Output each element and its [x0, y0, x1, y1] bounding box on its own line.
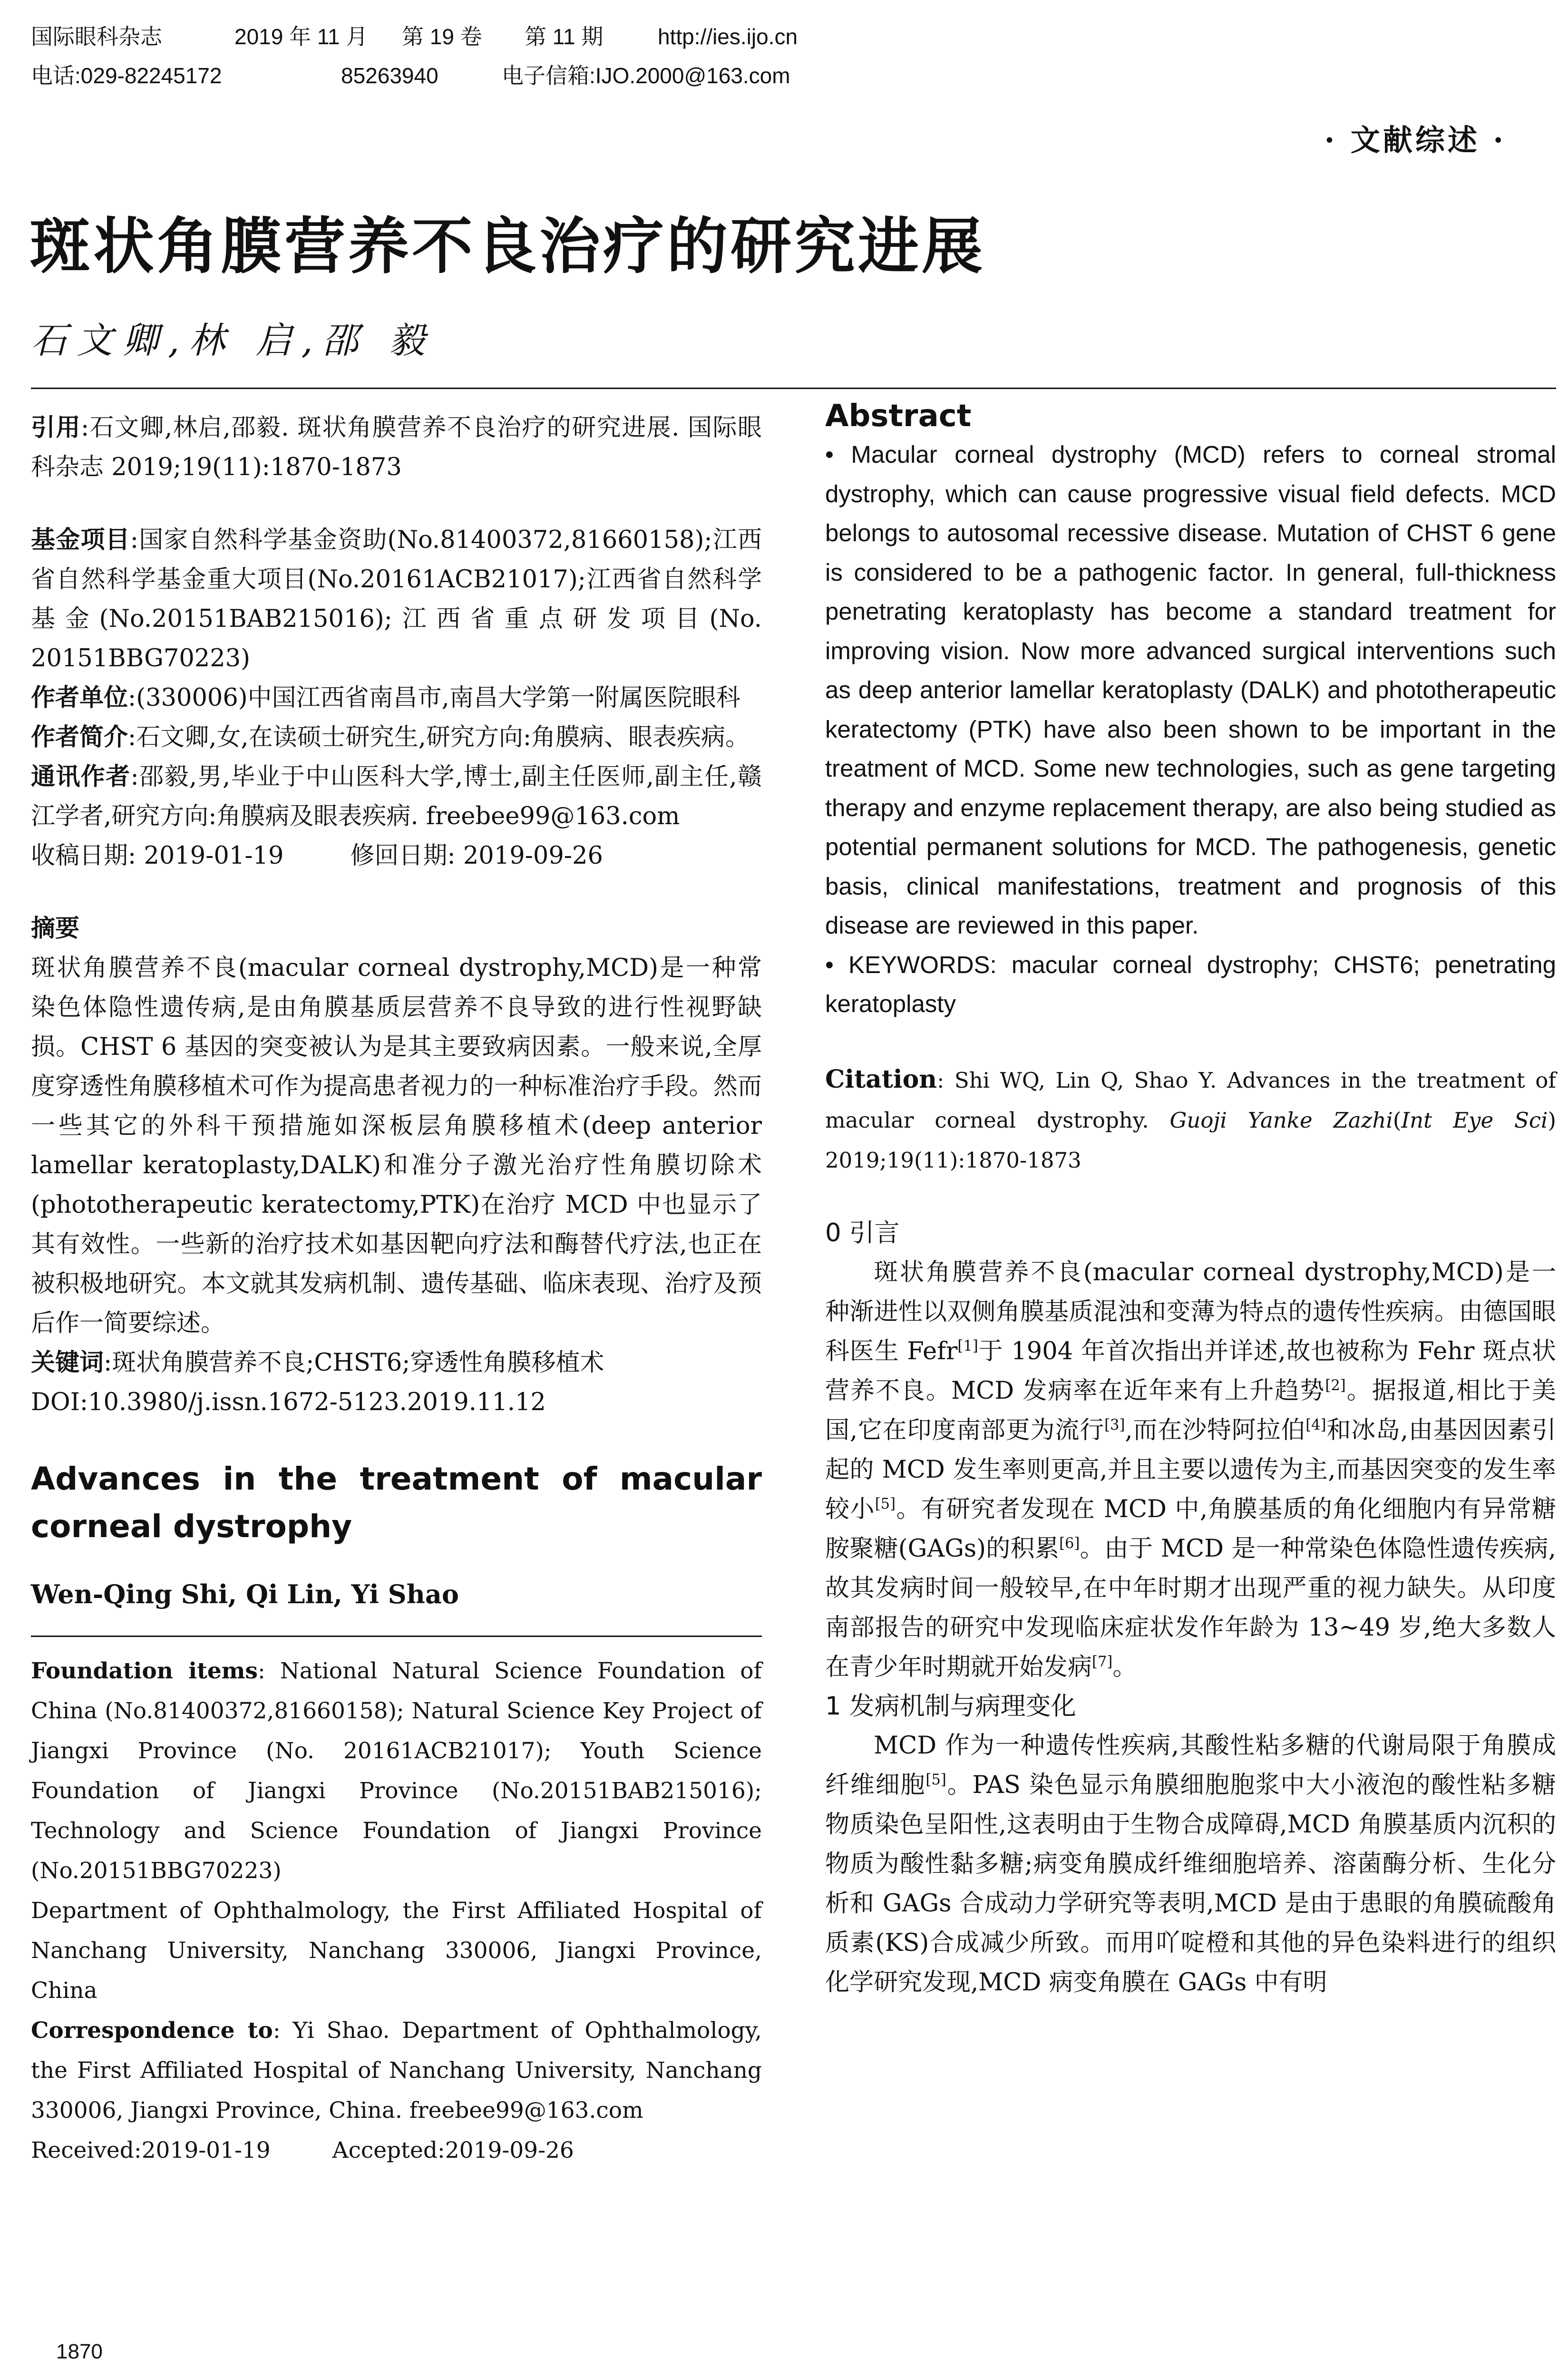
citation-part-b: (	[1393, 1107, 1402, 1133]
citation-journal-en: Int Eye Sci	[1401, 1107, 1548, 1133]
page-number: 1870	[56, 2340, 103, 2363]
keywords-cn	[31, 1343, 762, 1383]
author-bio	[31, 718, 762, 757]
s0-text-7: 。由于 MCD 是一种常染色体隐性遗传疾病,故其发病时间一般较早,在中年时期才出现严重的视力缺失。从印度南部报告的研究中发现临床症状发作年龄为 13~49 岁,绝大多数人在青少年时期就开始发病	[825, 1534, 1556, 1681]
abstract-heading-cn: 摘要	[31, 915, 80, 943]
issue-date: 2019 年 11 月	[234, 24, 368, 49]
ref-2[interactable]: [2]	[1325, 1377, 1346, 1394]
citation-en	[825, 1060, 1556, 1180]
s0-text-2: 于 1904 年首次指出并详述,故也被称为 Fehr 斑点状营养不良。MCD 发病率在近年来有上升趋势	[825, 1337, 1557, 1405]
ref-3[interactable]: [3]	[1104, 1416, 1125, 1433]
bio-text: :石文卿,女,在读硕士研究生,研究方向:角膜病、眼表疾病。	[128, 723, 750, 751]
volume: 第 19 卷	[402, 24, 482, 49]
received-en: Received:2019-01-19	[31, 2137, 271, 2163]
journal-email[interactable]: 电子信箱:IJO.2000@163.com	[502, 63, 790, 88]
label-keywords: 关键词	[31, 1349, 104, 1377]
s0-text-5: 和冰岛,由基因因素引起的 MCD 发生率则更高,并且主要以遗传为主,而基因突变的发生率较小	[825, 1416, 1556, 1523]
s1-text-2: 。PAS 染色显示角膜细胞胞浆中大小液泡的酸性粘多糖物质染色呈阳性,这表明由于生物合成障碍,MCD 角膜基质内沉积的物质为酸性黏多糖;病变角膜成纤维细胞培养、溶菌酶分析、生化分析和 GAGs 合成动力学研究等表明,MCD 是由于患眼的角膜硫酸角质素(KS)合成减少所致。而用吖啶橙和其他的异色染料进行的组织化学研究发现,MCD 病变角膜在 GAGs 中有明	[825, 1771, 1556, 1997]
fund-items-cn	[31, 520, 762, 678]
english-block-rule	[31, 1636, 762, 1637]
label-cite: 引用	[31, 414, 81, 442]
ref-1[interactable]: [1]	[957, 1337, 978, 1354]
s0-text-8: 。	[1112, 1653, 1137, 1681]
english-authors: Wen-Qing Shi, Qi Lin, Yi Shao	[31, 1579, 459, 1609]
unit-text: :(330006)中国江西省南昌市,南昌大学第一附属医院眼科	[128, 684, 740, 712]
corresponding-author	[31, 757, 762, 836]
section-1-heading: 1 发病机制与病理变化	[825, 1691, 1076, 1721]
phone: 电话:029-82245172	[31, 63, 222, 88]
section-1-body	[825, 1726, 1556, 2002]
ref-4[interactable]: [4]	[1305, 1416, 1326, 1433]
s0-text-4: ,而在沙特阿拉伯	[1125, 1416, 1306, 1444]
how-to-cite-cn	[31, 408, 762, 487]
abstract-heading-en: Abstract	[825, 399, 972, 434]
correspondence-en	[31, 2011, 762, 2131]
label-unit: 作者单位	[31, 684, 128, 712]
ref-6[interactable]: [6]	[1059, 1535, 1080, 1552]
section-tag: · 文献综述 ·	[1324, 123, 1506, 157]
foundation-items-en	[31, 1651, 762, 1891]
label-foundation: Foundation items	[31, 1658, 258, 1684]
section-0-body	[825, 1253, 1556, 1687]
cite-text: :石文卿,林启,邵毅. 斑状角膜营养不良治疗的研究进展. 国际眼科杂志 2019;19(11):1870-1873	[31, 414, 762, 481]
keywords-text: :斑状角膜营养不良;CHST6;穿透性角膜移植术	[104, 1349, 604, 1377]
issue-number: 第 11 期	[525, 24, 604, 49]
title-rule	[31, 388, 1556, 389]
received-date: 收稿日期: 2019-01-19	[31, 842, 284, 870]
label-correspondence: Correspondence to	[31, 2017, 273, 2044]
author-unit	[31, 678, 762, 718]
foundation-text: : National Natural Science Foundation of China (No.81400372,81660158); Natural Science Key Project of Jiangxi Province (No. 20161ACB21017); Youth Science Foundation of Jiangxi Province (No.20151BAB215016); Technology and Science Foundation of Jiangxi Province (No.20151BBG70223)	[31, 1658, 762, 1884]
abstract-body-en: • Macular corneal dystrophy (MCD) refers to corneal stromal dystrophy, which can cause progressive visual field defects. MCD belongs to autosomal recessive disease. Mutation of CHST 6 gene is considered to be a pathogenic factor. In general, full-thickness penetrating keratoplasty has become a standard treatment for improving vision. Now more advanced surgical interventions such as deep anterior lamellar keratoplasty (DALK) and phototherapeutic keratectomy (PTK) have also been shown to be important in the treatment of MCD. Some new technologies, such as gene targeting therapy and enzyme replacement therapy, are also being studied as potential permanent solutions for MCD. The pathogenesis, genetic basis, clinical manifestations, treatment and prognosis of this disease are reviewed in this paper.	[825, 441, 1556, 939]
accepted-en: Accepted:2019-09-26	[332, 2137, 574, 2163]
section-0-heading: 0 引言	[825, 1218, 900, 1247]
abstract-body-cn: 斑状角膜营养不良(macular corneal dystrophy,MCD)是一种常染色体隐性遗传病,是由角膜基质层营养不良导致的进行性视野缺损。CHST 6 基因的突变被认为是其主要致病因素。一般来说,全厚度穿透性角膜移植术可作为提高患者视力的一种标准治疗手段。然而一些其它的外科干预措施如深板层角膜移植术(deep anterior lamellar keratoplasty,DALK)和准分子激光治疗性角膜切除术(phototherapeutic keratectomy,PTK)在治疗 MCD 中也显示了其有效性。一些新的治疗技术如基因靶向疗法和酶替代疗法,也正在被积极地研究。本文就其发病机制、遗传基础、临床表现、治疗及预后作一简要综述。	[31, 954, 762, 1337]
label-corr: 通讯作者	[31, 763, 131, 791]
article-title: 斑状角膜营养不良治疗的研究进展	[29, 211, 986, 282]
phone-alt: 85263940	[341, 63, 438, 88]
s1-text-1: MCD 作为一种遗传性疾病,其酸性粘多糖的代谢局限于角膜成纤维细胞	[825, 1731, 1556, 1799]
dates-en	[31, 2131, 762, 2171]
s0-text-1: 斑状角膜营养不良(macular corneal dystrophy,MCD)是一种渐进性以双侧角膜基质混浊和变薄为特点的遗传性疾病。由德国眼科医生 Fefr	[825, 1258, 1556, 1365]
revised-date: 修回日期: 2019-09-26	[350, 842, 603, 870]
left-column	[31, 408, 762, 2171]
keywords-en: • KEYWORDS: macular corneal dystrophy; CHST6; penetrating keratoplasty	[825, 951, 1556, 1017]
s0-text-6: 。有研究者发现在 MCD 中,角膜基质的角化细胞内有异常糖胺聚糖(GAGs)的积累	[825, 1495, 1556, 1563]
dates-cn	[31, 836, 762, 876]
label-citation: Citation	[825, 1064, 937, 1094]
label-fund: 基金项目	[31, 526, 130, 554]
citation-part-a: : Shi WQ, Lin Q, Shao Y. Advances in the treatment of macular corneal dystrophy.	[825, 1067, 1556, 1133]
ref-5b[interactable]: [5]	[925, 1771, 946, 1788]
correspondence-text: : Yi Shao. Department of Ophthalmology, the First Affiliated Hospital of Nanchang University, Nanchang 330006, Jiangxi Province, China. freebee99@163.com	[31, 2017, 762, 2124]
ref-5[interactable]: [5]	[875, 1495, 896, 1512]
corr-text: :邵毅,男,毕业于中山医科大学,博士,副主任医师,副主任,赣江学者,研究方向:角膜病及眼表疾病. freebee99@163.com	[31, 763, 762, 830]
citation-journal: Guoji Yanke Zazhi	[1169, 1107, 1393, 1133]
citation-part-c: ) 2019;19(11):1870-1873	[825, 1107, 1557, 1173]
ref-7[interactable]: [7]	[1092, 1653, 1113, 1670]
journal-url[interactable]: http://ies.ijo.cn	[658, 24, 798, 49]
department-en: Department of Ophthalmology, the First Affiliated Hospital of Nanchang University, Nanchang 330006, Jiangxi Province, China	[31, 1898, 762, 2004]
english-title: Advances in the treatment of macular corneal dystrophy	[31, 1461, 762, 1545]
fund-text: :国家自然科学基金资助(No.81400372,81660158);江西省自然科学基金重大项目(No.20161ACB21017);江西省自然科学基金(No.20151BAB215016);江西省重点研发项目(No. 20151BBG70223)	[31, 526, 762, 672]
journal-name: 国际眼科杂志	[31, 24, 162, 49]
authors-chinese: 石文卿,林 启,邵 毅	[31, 319, 435, 361]
doi[interactable]: DOI:10.3980/j.issn.1672-5123.2019.11.12	[31, 1388, 546, 1416]
s0-text-3: 。据报道,相比于美国,它在印度南部更为流行	[825, 1376, 1556, 1444]
label-bio: 作者简介	[31, 723, 128, 751]
right-column	[825, 397, 1556, 2002]
